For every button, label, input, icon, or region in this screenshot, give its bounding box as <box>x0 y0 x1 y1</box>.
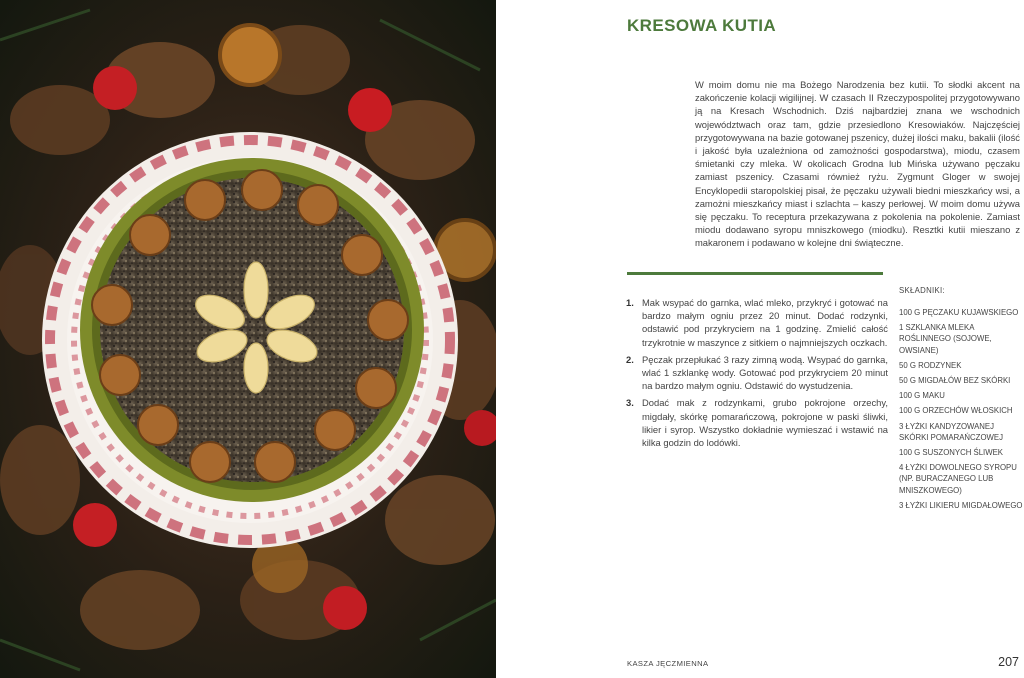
ingredient-item: 100 G MAKU <box>899 391 945 401</box>
ingredients-heading: SKŁADNIKI: <box>899 286 945 295</box>
ingredient-item: 4 ŁYŻKI DOWOLNEGO SYROPU (NP. BURACZANEGO LUB MNISZKOWEGO) <box>899 463 1017 495</box>
preparation-steps <box>626 296 888 453</box>
recipe-intro: W moim domu nie ma Bożego Narodzenia bez kutii. To słodki akcent na zakończenie kolacji wigilijnej. W czasach II Rzeczypospolitej przygotowywano ją na Kresach Wschodnich. Dziś najbardziej znana we wschodnich województwach oraz tam, gdzie przesiedlono Kresowiaków. Najczęściej przygotowywana na bazie gotowanej pszenicy, dużej ilości maku, bakalii (ilość i jakość była uzależniona od zamożności gospodarstwa), miodu, czasem śmietanki czy mleka. W okolicach Grodna lub Mińska używano pęczaku zamiast pszenicy. Czasami również ryżu. Zygmunt Gloger w swojej Encyklopedii staropolskiej pisał, że pęczaku używali biedni mieszkańcy wsi, a zamożni mieszkańcy miast i szlachta – kaszy perłowej. W moim domu używa się pęczaku. To receptura przekazywana z pokolenia na pokolenie. Zamiast miodu dodawano syropu mniszkowego (miodku). Resztki kutii mieszano z makaronem i podawano w kolejne dni świąteczne. <box>695 79 1020 249</box>
recipe-page <box>496 0 1024 678</box>
section-divider <box>627 272 883 275</box>
footer-section-name: KASZA JĘCZMIENNA <box>627 659 709 668</box>
step-text: Pęczak przepłukać 3 razy zimną wodą. Wsypać do garnka, wlać 1 szklankę wody. Gotować pod przykryciem 20 minut na bardzo małym ogniu. Odstawić do wystudzenia. <box>642 353 888 392</box>
ingredient-item: 50 G MIGDAŁÓW BEZ SKÓRKI <box>899 376 1011 386</box>
recipe-title: KRESOWA KUTIA <box>627 16 777 35</box>
step-text: Mak wsypać do garnka, wlać mleko, przykryć i gotować na bardzo małym ogniu przez 20 minut. Dodać rodzynki, odstawić pod przykryciem na 1 godzinę. Zmielić całość trzykrotnie w maszynce z sitkiem o najmniejszych oczkach. <box>642 297 888 348</box>
step-number: 1. <box>626 297 634 308</box>
ingredient-item: 100 G PĘCZAKU KUJAWSKIEGO <box>899 308 1019 317</box>
step-number: 2. <box>626 353 634 365</box>
ingredients-panel <box>899 286 1023 515</box>
step-item <box>626 296 888 349</box>
ingredient-item: 3 ŁYŻKI KANDYZOWANEJ SKÓRKI POMARAŃCZOWEJ <box>899 421 1003 442</box>
step-text: Dodać mak z rodzynkami, grubo pokrojone orzechy, migdały, skórkę pomarańczową, pokrojone w paski śliwki, likier i syrop. Wszystko dokładnie wymieszać i wstawić na kilka godzin do lodówki. <box>642 397 888 449</box>
step-item <box>626 396 888 449</box>
kutia-photo <box>0 0 496 678</box>
step-number: 3. <box>626 397 634 409</box>
ingredient-item: 100 G SUSZONYCH ŚLIWEK <box>899 448 1003 458</box>
kutia-illustration <box>0 0 496 678</box>
ingredients-list <box>899 307 1023 511</box>
page-number: 207 <box>998 655 1019 669</box>
ingredient-item: 100 G ORZECHÓW WŁOSKICH <box>899 406 1013 416</box>
ingredient-item: 3 ŁYŻKI LIKIERU MIGDAŁOWEGO <box>899 500 1023 510</box>
ingredient-item: 1 SZKLANKA MLEKA ROŚLINNEGO (SOJOWE, OWSIANE) <box>899 323 992 355</box>
ingredient-item: 50 G RODZYNEK <box>899 360 962 370</box>
step-item <box>626 353 888 393</box>
